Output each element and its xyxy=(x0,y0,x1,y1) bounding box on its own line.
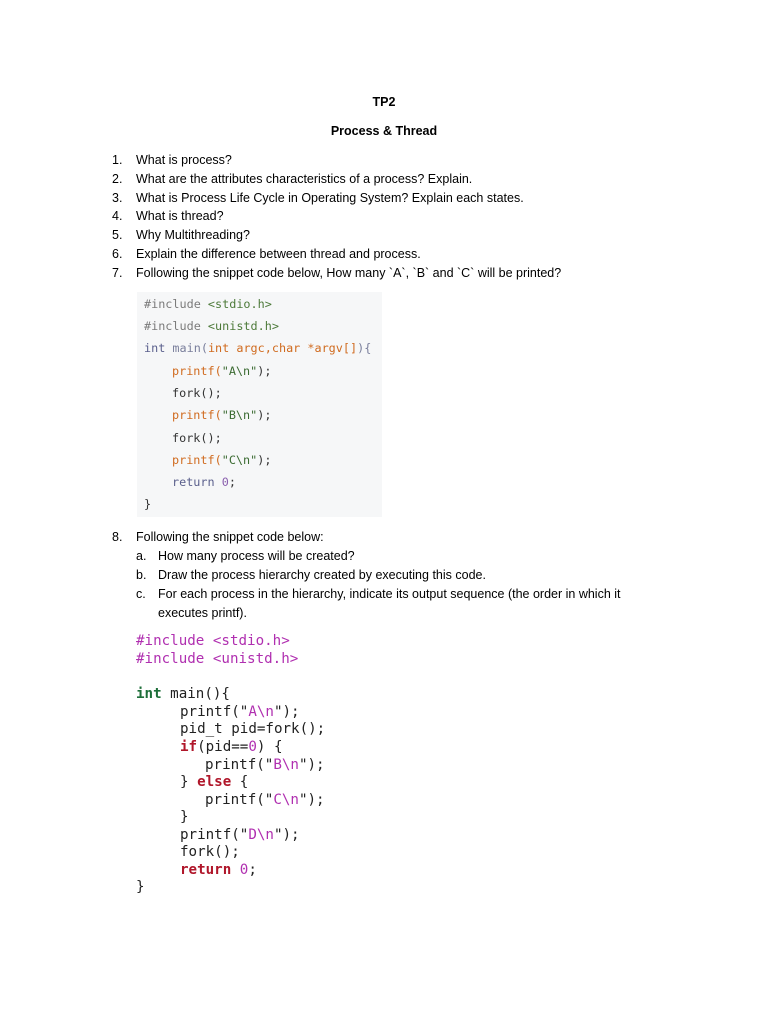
code-line xyxy=(144,473,236,491)
code-include: #include <stdio.h> xyxy=(136,633,290,649)
code-text: (pid== xyxy=(197,739,249,755)
code-number: 0 xyxy=(221,475,229,489)
sub-question-continuation: executes printf). xyxy=(158,606,247,620)
sub-question-letter: a. xyxy=(136,549,147,563)
code-punct: ){ xyxy=(357,341,372,355)
code-header: <stdio.h> xyxy=(207,297,272,311)
question-text: What is Process Life Cycle in Operating System? Explain each states. xyxy=(136,190,524,205)
code-line xyxy=(144,295,272,313)
code-function: printf(" xyxy=(180,827,249,843)
question-number: 4. xyxy=(112,209,123,224)
code-line xyxy=(180,844,240,862)
code-punct: "); xyxy=(273,827,300,843)
document-title: TP2 xyxy=(372,95,396,109)
code-line xyxy=(144,384,222,402)
code-space xyxy=(231,862,240,878)
question-text: What is process? xyxy=(136,153,232,167)
code-string: A\n xyxy=(248,704,274,720)
question-text: Why Multithreading? xyxy=(136,228,250,243)
code-string: D\n xyxy=(248,827,274,843)
code-punct: ); xyxy=(257,453,272,467)
code-line xyxy=(144,451,271,469)
sub-question-text: Draw the process hierarchy created by executing this code. xyxy=(158,568,486,582)
code-function: printf( xyxy=(172,364,222,378)
code-keyword: int xyxy=(144,341,173,355)
code-function: printf(" xyxy=(205,792,274,808)
code-line xyxy=(180,704,300,722)
code-function: printf( xyxy=(172,453,222,467)
code-statement: fork(); xyxy=(172,431,222,445)
code-statement: fork(); xyxy=(172,386,222,400)
code-punct: "); xyxy=(273,704,300,720)
code-punct: ); xyxy=(257,408,272,422)
code-params: int argc,char *argv[] xyxy=(207,341,358,355)
code-text: { xyxy=(231,774,249,790)
code-punct: ); xyxy=(257,364,272,378)
code-keyword: return xyxy=(180,862,232,878)
code-line xyxy=(136,651,298,669)
question-number: 6. xyxy=(112,246,123,261)
code-string: C\n xyxy=(273,792,299,808)
code-line xyxy=(136,633,290,651)
code-punct: "); xyxy=(298,792,325,808)
code-punct: ; xyxy=(248,862,257,878)
question-text: Following the snippet code below, How many `A`, `B` and `C` will be printed? xyxy=(136,265,562,280)
code-line xyxy=(144,317,279,335)
question-text: Following the snippet code below: xyxy=(136,530,324,544)
question-text: What are the attributes characteristics of a process? Explain. xyxy=(136,171,473,186)
code-text: ) { xyxy=(256,739,283,755)
code-statement: fork(); xyxy=(180,844,240,860)
code-keyword: return xyxy=(172,475,222,489)
code-line xyxy=(180,739,283,757)
code-brace: } xyxy=(144,497,152,511)
code-punct: "); xyxy=(298,757,325,773)
code-directive: #include xyxy=(144,319,208,333)
code-number: 0 xyxy=(239,862,249,878)
document-subtitle: Process & Thread xyxy=(330,124,438,138)
code-line xyxy=(136,686,230,704)
code-function: printf( xyxy=(172,408,222,422)
sub-question-letter: c. xyxy=(136,587,146,601)
question-text: Explain the difference between thread and process. xyxy=(136,246,421,261)
question-number: 1. xyxy=(112,153,123,167)
question-number: 3. xyxy=(112,190,123,205)
code-line xyxy=(136,879,145,897)
code-brace: } xyxy=(180,809,189,825)
code-line xyxy=(144,406,271,424)
sub-question-letter: b. xyxy=(136,568,147,582)
code-string: "A\n" xyxy=(221,364,258,378)
code-line xyxy=(180,827,300,845)
code-include: #include <unistd.h> xyxy=(136,651,299,667)
code-function: printf(" xyxy=(205,757,274,773)
question-text: What is thread? xyxy=(136,209,224,224)
question-number: 5. xyxy=(112,228,123,243)
code-string: "B\n" xyxy=(221,408,258,422)
code-keyword: else xyxy=(197,774,232,790)
code-statement: pid_t pid=fork(); xyxy=(180,721,326,737)
code-line xyxy=(205,792,325,810)
code-text: main(){ xyxy=(161,686,230,702)
code-string: B\n xyxy=(273,757,299,773)
question-number: 2. xyxy=(112,171,123,186)
code-keyword: if xyxy=(180,739,198,755)
code-punct: ; xyxy=(228,475,236,489)
code-line xyxy=(205,757,325,775)
code-line xyxy=(180,774,248,792)
code-line xyxy=(144,429,222,447)
sub-question-text: For each process in the hierarchy, indicate its output sequence (the order in which it xyxy=(158,587,621,601)
code-keyword: int xyxy=(136,686,162,702)
question-number: 7. xyxy=(112,265,123,280)
code-function: printf(" xyxy=(180,704,249,720)
code-directive: #include xyxy=(144,297,208,311)
code-line xyxy=(180,862,257,880)
code-number: 0 xyxy=(248,739,257,755)
code-brace: } xyxy=(136,879,145,895)
code-snippet-1 xyxy=(137,292,382,517)
code-function: main( xyxy=(172,341,208,355)
code-line xyxy=(144,495,151,513)
question-number: 8. xyxy=(112,530,123,544)
code-line xyxy=(180,809,189,827)
code-header: <unistd.h> xyxy=(207,319,279,333)
code-line xyxy=(144,362,271,380)
code-line xyxy=(180,721,325,739)
code-text: } xyxy=(180,774,198,790)
code-line xyxy=(144,339,371,357)
sub-question-text: How many process will be created? xyxy=(158,549,355,563)
code-string: "C\n" xyxy=(221,453,258,467)
